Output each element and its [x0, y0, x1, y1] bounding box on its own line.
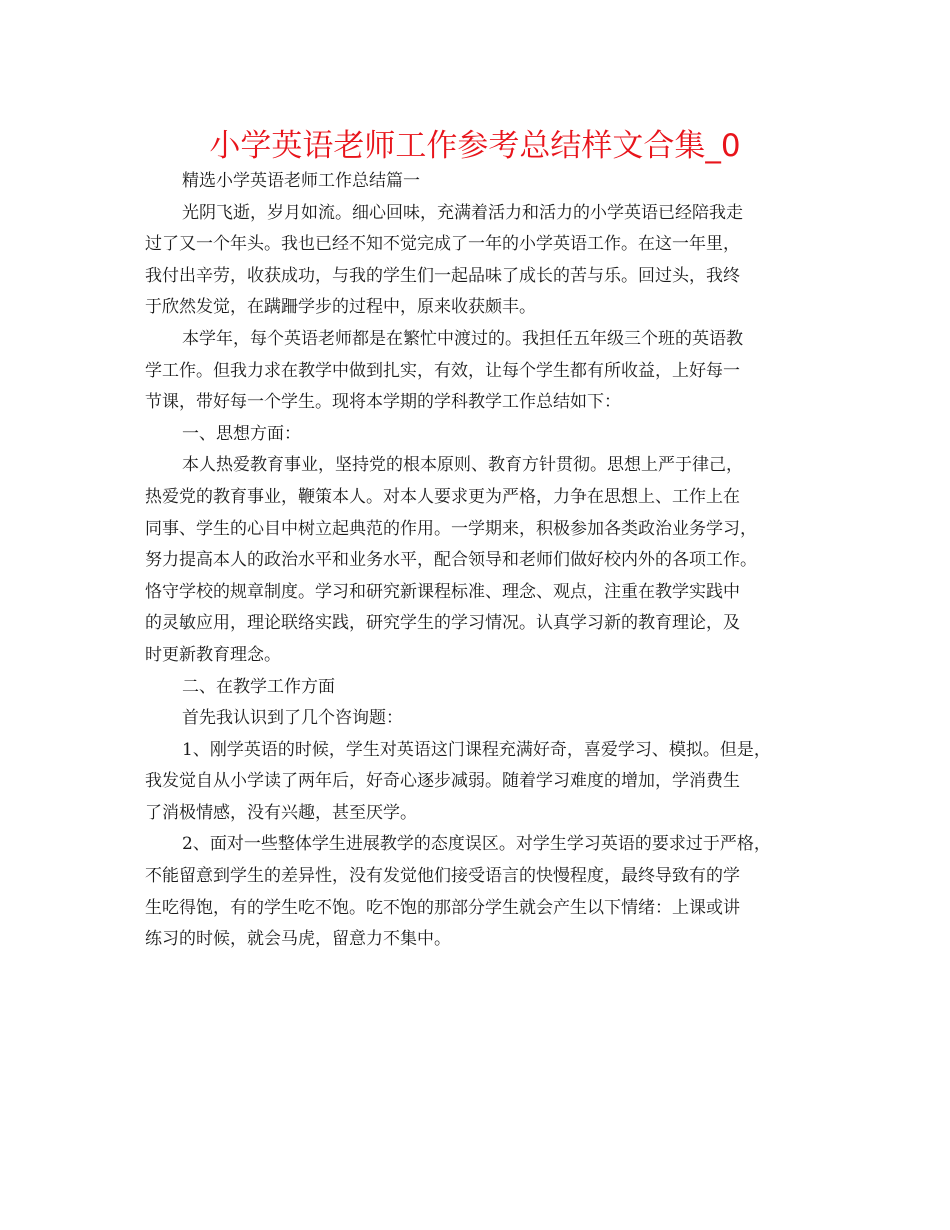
document-line: 光阴飞逝，岁月如流。细心回味，充满着活力和活力的小学英语已经陪我走	[182, 202, 743, 223]
document-line: 了消极情感，没有兴趣，甚至厌学。	[145, 802, 417, 823]
document-line: 不能留意到学生的差异性，没有发觉他们接受语言的快慢程度，最终导致有的学	[145, 866, 740, 887]
document-line: 学工作。但我力求在教学中做到扎实，有效，让每个学生都有所收益，上好每一	[145, 360, 740, 381]
document-line: 生吃得饱，有的学生吃不饱。吃不饱的那部分学生就会产生以下情绪：上课或讲	[145, 897, 740, 918]
document-line: 2、面对一些整体学生进展教学的态度误区。对学生学习英语的要求过于严格，	[182, 834, 771, 855]
document-line: 我发觉自从小学读了两年后，好奇心逐步减弱。随着学习难度的增加，学消费生	[145, 771, 740, 792]
document-line: 1、刚学英语的时候，学生对英语这门课程充满好奇，喜爱学习、模拟。但是，	[182, 739, 771, 760]
document-line: 过了又一个年头。我也已经不知不觉完成了一年的小学英语工作。在这一年里，	[145, 234, 740, 255]
document-line: 的灵敏应用，理论联络实践，研究学生的学习情况。认真学习新的教育理论，及	[145, 613, 740, 634]
document-line: 练习的时候，就会马虎，留意力不集中。	[145, 929, 451, 950]
document-line: 二、在教学工作方面	[182, 676, 335, 697]
document-body	[145, 166, 810, 956]
document-line: 一、思想方面：	[182, 423, 301, 444]
document-line: 首先我认识到了几个咨询题：	[182, 708, 403, 729]
document-title: 小学英语老师工作参考总结样文合集_0	[209, 128, 741, 164]
document-line: 同事、学生的心目中树立起典范的作用。一学期来，积极参加各类政治业务学习，	[145, 518, 757, 539]
document-line: 于欣然发觉，在蹒跚学步的过程中，原来收获颇丰。	[145, 297, 536, 318]
document-line: 热爱党的教育事业，鞭策本人。对本人要求更为严格，力争在思想上、工作上在	[145, 486, 740, 507]
document-line: 恪守学校的规章制度。学习和研究新课程标准、理念、观点，注重在教学实践中	[145, 581, 740, 602]
document-line: 时更新教育理念。	[145, 644, 281, 665]
document-line: 努力提高本人的政治水平和业务水平，配合领导和老师们做好校内外的各项工作。	[145, 550, 757, 571]
document-line: 本人热爱教育事业，坚持党的根本原则、教育方针贯彻。思想上严于律己，	[182, 455, 743, 476]
document-line: 精选小学英语老师工作总结篇一	[182, 171, 420, 191]
document-line: 本学年，每个英语老师都是在繁忙中渡过的。我担任五年级三个班的英语教	[182, 328, 743, 349]
document-line: 我付出辛劳，收获成功，与我的学生们一起品味了成长的苦与乐。回过头，我终	[145, 265, 740, 286]
document-line: 节课，带好每一个学生。现将本学期的学科教学工作总结如下：	[145, 392, 621, 413]
